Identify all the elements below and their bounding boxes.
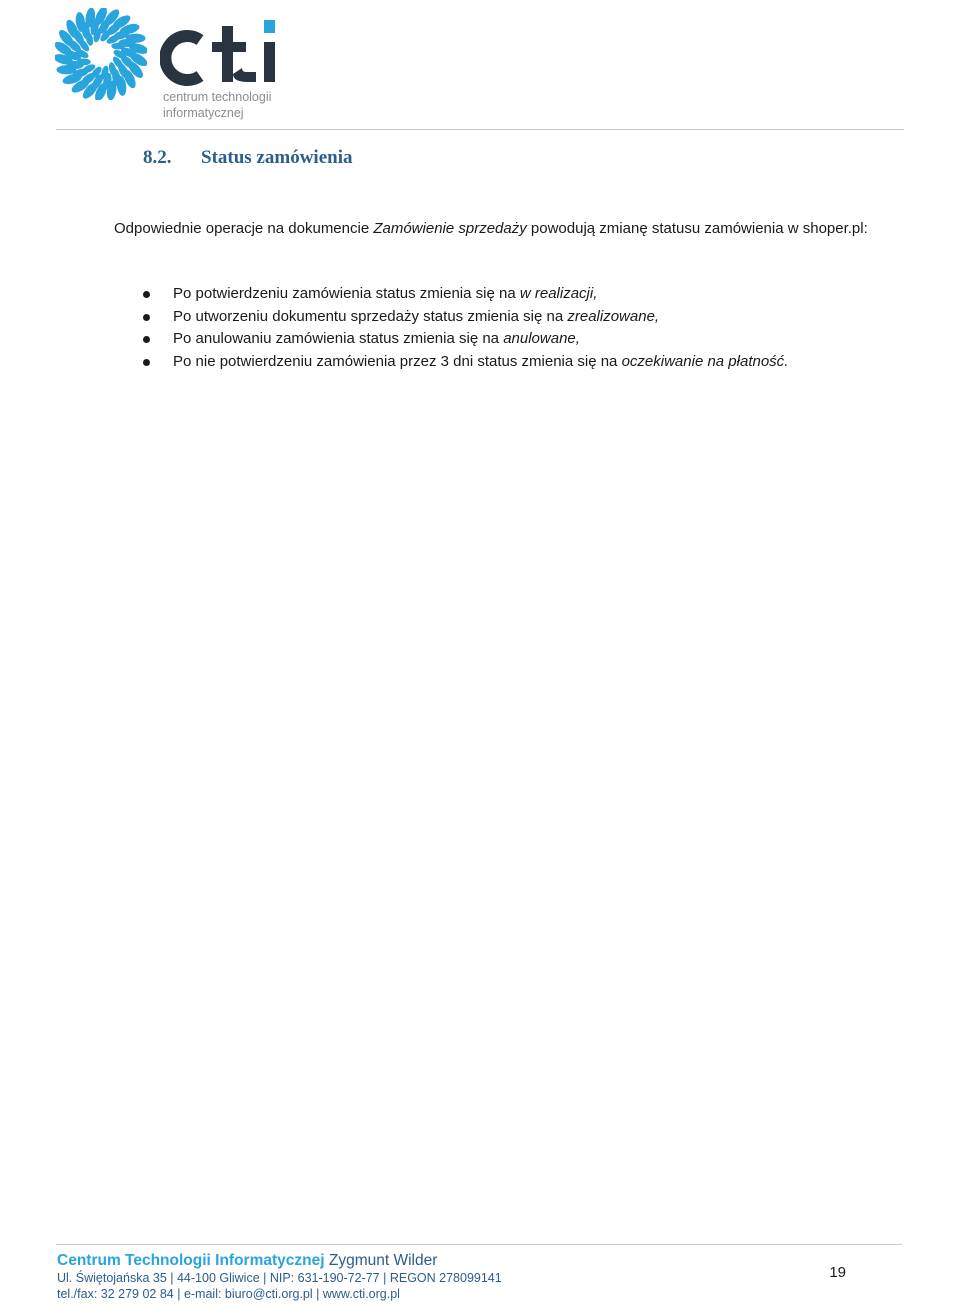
status-value: w realizacji — [519, 285, 594, 302]
section-number: 8.2. — [143, 147, 172, 168]
logo-wordmark — [160, 14, 335, 88]
section-heading — [143, 147, 352, 169]
cti-flower-icon — [55, 8, 147, 100]
bullet-icon — [143, 359, 150, 366]
status-value: zrealizowane — [567, 307, 655, 325]
footer-divider — [56, 1244, 902, 1245]
page-header — [0, 0, 960, 135]
bullet-icon — [143, 291, 150, 298]
intro-text-end: powodują zmianę statusu zamówienia w shoper.pl: — [526, 220, 868, 237]
list-item — [114, 283, 914, 306]
list-item-suffix: , — [593, 285, 598, 302]
footer-company — [57, 1252, 437, 1270]
list-item — [114, 351, 914, 374]
page-number: 19 — [829, 1264, 846, 1281]
company-name: Centrum Technologii Informatycznej — [57, 1252, 325, 1269]
bullet-icon — [143, 336, 150, 343]
company-owner: Zygmunt Wilder — [324, 1252, 438, 1269]
list-item — [114, 328, 914, 351]
footer-contact: tel./fax: 32 279 02 84 | e-mail: biuro@cti.org.pl | www.cti.org.pl — [57, 1287, 400, 1301]
list-item-suffix: . — [784, 352, 789, 370]
status-list — [114, 283, 914, 373]
logo-subtitle-line2: informatycznej — [163, 106, 244, 120]
section-title: Status zamówienia — [201, 147, 353, 168]
intro-paragraph — [114, 216, 874, 241]
page-footer — [0, 1236, 960, 1313]
list-item — [114, 306, 914, 329]
list-item-text: Po anulowaniu zamówienia status zmienia się na — [173, 330, 504, 347]
status-value: anulowane — [503, 330, 576, 347]
footer-address: Ul. Świętojańska 35 | 44-100 Gliwice | NIP: 631-190-72-77 | REGON 278099141 — [57, 1271, 502, 1285]
status-value: oczekiwanie na płatność — [621, 352, 785, 370]
list-item-suffix: , — [575, 330, 580, 347]
logo-subtitle-line1: centrum technologii — [163, 90, 272, 104]
list-item-text: Po potwierdzeniu zamówienia status zmienia się na — [173, 285, 520, 302]
list-item-suffix: , — [654, 307, 660, 325]
list-item-text: Po utworzeniu dokumentu sprzedaży status zmienia się na — [173, 307, 568, 325]
intro-text-start: Odpowiednie operacje na dokumencie — [114, 220, 374, 237]
bullet-icon — [143, 314, 150, 321]
header-divider — [56, 129, 904, 130]
list-item-text: Po nie potwierdzeniu zamówienia przez 3 dni status zmienia się na — [173, 352, 622, 370]
document-name: Zamówienie sprzedaży — [373, 220, 527, 237]
